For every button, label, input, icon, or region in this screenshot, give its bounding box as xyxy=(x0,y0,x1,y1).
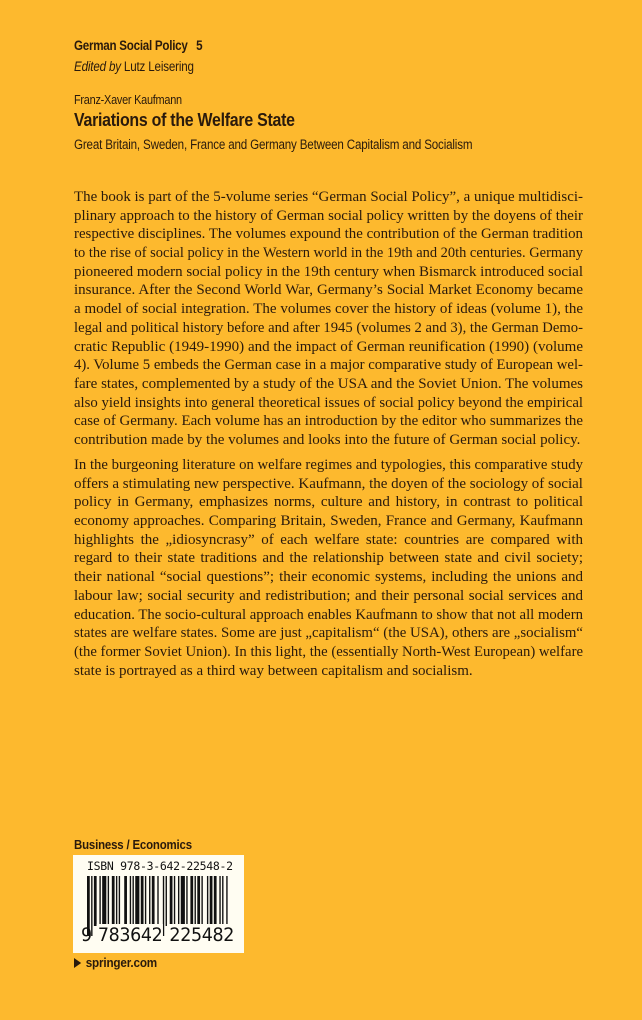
isbn-label: ISBN 978-3-642-22548-2 xyxy=(87,859,233,873)
text-line: respective disciplines. The volumes expound the contribution of the German tradition xyxy=(74,226,583,243)
barcode-lead-digit: 9 xyxy=(81,924,92,946)
text-line: In the burgeoning literature on welfare regimes and typologies, this comparative study xyxy=(74,457,584,473)
description-paragraph-1 xyxy=(74,188,583,450)
text-line: their national “social questions”; their economic systems, including the unions and xyxy=(74,569,583,586)
text-line: offers a stimulating new perspective. Kaufmann, the doyen of the sociology of social xyxy=(74,475,583,492)
series-editor xyxy=(74,59,194,74)
series-heading xyxy=(74,38,202,53)
text-line: cratic Republic (1949-1990) and the impact of German reunification (1990) (volume xyxy=(74,338,583,355)
barcode-group-2: 225482 xyxy=(169,924,234,946)
edited-by-label: Edited by xyxy=(74,59,121,74)
editor-name: Lutz Leisering xyxy=(123,59,194,74)
text-line: pioneered modern social policy in the 19th century when Bismarck introduced social xyxy=(74,263,583,280)
publisher-link[interactable] xyxy=(74,955,157,970)
barcode-group-1: 783642 xyxy=(97,924,163,946)
text-line: (the former Soviet Union). In this light, the (essentially North-West European) welfare xyxy=(74,643,583,660)
series-name: German Social Policy xyxy=(74,38,188,53)
text-line: states are welfare states. Some are just „capitalism“ (the USA), others are „socialism“ xyxy=(74,625,583,642)
book-author: Franz-Xaver Kaufmann xyxy=(74,92,182,107)
text-line: regard to their state traditions and the relationship between state and civil society; xyxy=(74,550,583,567)
text-line: contribution made by the volumes and looks into the future of German social policy. xyxy=(74,431,581,448)
barcode-digits xyxy=(81,924,235,946)
subject-category: Business / Economics xyxy=(74,837,192,852)
text-line: labour law; social security and redistribution; and their personal social services and xyxy=(74,587,583,604)
text-line: 4). Volume 5 embeds the German case in a major comparative study of European wel- xyxy=(74,357,583,374)
book-subtitle: Great Britain, Sweden, France and Germany Between Capitalism and Socialism xyxy=(74,137,473,152)
text-line: highlights the „idiosyncrasy” of each welfare state: countries are compared with xyxy=(74,531,583,548)
isbn-barcode xyxy=(73,855,244,953)
text-line: economy approaches. Comparing Britain, Sweden, France and Germany, Kaufmann xyxy=(74,513,583,530)
text-line: The book is part of the 5-volume series “German Social Policy”, a unique multidisci- xyxy=(74,189,583,205)
play-arrow-icon xyxy=(74,958,81,968)
publisher-website[interactable]: springer.com xyxy=(85,955,158,970)
text-line: case of Germany. Each volume has an introduction by the editor who summarizes the xyxy=(74,413,583,430)
text-line: a model of social integration. The volumes cover the history of ideas (volume 1), the xyxy=(74,301,583,318)
text-line: to the rise of social policy in the Western world in the 19th and 20th centuries. Germany xyxy=(74,245,583,262)
text-line: fare states, complemented by a study of the USA and the Soviet Union. The volumes xyxy=(74,375,583,392)
text-line: insurance. After the Second World War, Germany’s Social Market Economy became xyxy=(74,282,583,299)
text-line: legal and political history before and after 1945 (volumes 2 and 3), the German Demo- xyxy=(74,319,584,336)
text-line: education. The socio-cultural approach enables Kaufmann to show that not all modern xyxy=(74,606,583,623)
text-line: also yield insights into general theoretical issues of social policy beyond the empirical xyxy=(74,394,584,411)
description-paragraph-2 xyxy=(74,456,583,680)
book-title: Variations of the Welfare State xyxy=(74,109,295,130)
text-line: state is portrayed as a third way between capitalism and socialism. xyxy=(74,662,473,679)
series-volume-number: 5 xyxy=(196,38,203,53)
text-line: policy in Germany, emphasizes norms, culture and history, in contrast to political xyxy=(74,494,583,511)
text-line: plinary approach to the history of German social policy written by the doyens of their xyxy=(74,207,583,224)
